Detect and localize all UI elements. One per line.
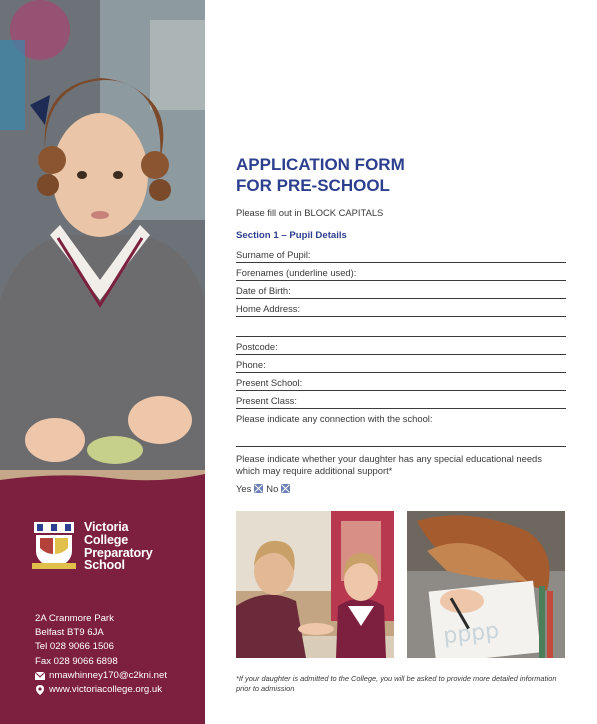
- left-panel: [0, 0, 205, 724]
- sen-yes-no: [236, 483, 291, 494]
- email-icon: [35, 671, 45, 681]
- forenames-field[interactable]: Forenames (underline used):: [236, 264, 566, 281]
- connection-field[interactable]: Please indicate any connection with the school:: [236, 413, 433, 424]
- handwriting-illustration: [407, 511, 565, 658]
- no-checkbox[interactable]: [281, 484, 290, 493]
- section-1-heading: Section 1 – Pupil Details: [236, 230, 347, 241]
- home-address-field[interactable]: Home Address:: [236, 300, 566, 317]
- teacher-pupil-photo: [236, 511, 394, 658]
- email-link[interactable]: nmawhinney170@c2kni.net: [49, 669, 168, 681]
- school-logo: [32, 521, 202, 573]
- form-title-line-1: APPLICATION FORM: [236, 155, 405, 174]
- instruction-text: Please fill out in BLOCK CAPITALS: [236, 207, 384, 218]
- connection-answer-line[interactable]: [236, 446, 566, 447]
- form-title: [236, 154, 556, 196]
- email-row[interactable]: [35, 669, 205, 683]
- school-name: [84, 521, 204, 572]
- teacher-pupil-illustration: [236, 511, 394, 658]
- yes-label: Yes: [236, 483, 252, 494]
- school-name-line-3: Preparatory: [84, 545, 153, 560]
- phone-field[interactable]: Phone:: [236, 356, 566, 373]
- fax: Fax 028 9066 6898: [35, 655, 118, 667]
- home-address-line-2[interactable]: [236, 336, 566, 337]
- telephone: Tel 028 9066 1506: [35, 641, 114, 653]
- yes-checkbox[interactable]: [254, 484, 263, 493]
- sen-question: Please indicate whether your daughter has any special educational needs which may require additional support*: [236, 453, 542, 476]
- handwriting-photo: [407, 511, 565, 658]
- school-crest-icon: [32, 521, 76, 571]
- surname-field[interactable]: Surname of Pupil:: [236, 246, 566, 263]
- child-photo: [0, 0, 205, 493]
- address-line-1: 2A Cranmore Park: [35, 613, 114, 624]
- footnote: *If your daughter is admitted to the College, you will be asked to provide more detailed information prior to admission: [236, 674, 557, 693]
- contact-details: [35, 612, 205, 697]
- form-title-line-2: FOR PRE-SCHOOL: [236, 176, 390, 195]
- present-school-field[interactable]: Present School:: [236, 374, 566, 391]
- school-name-line-2: College: [84, 532, 129, 547]
- date-of-birth-field[interactable]: Date of Birth:: [236, 282, 566, 299]
- website-row[interactable]: [35, 683, 205, 697]
- no-label: No: [266, 483, 279, 494]
- child-photo-illustration: [0, 0, 205, 493]
- school-name-line-4: School: [84, 558, 125, 573]
- postcode-field[interactable]: Postcode:: [236, 338, 566, 355]
- address-line-2: Belfast BT9 6JA: [35, 627, 104, 639]
- present-class-field[interactable]: Present Class:: [236, 392, 566, 409]
- location-pin-icon: [35, 685, 45, 695]
- svg-text:pppp: pppp: [442, 618, 501, 650]
- website-link[interactable]: www.victoriacollege.org.uk: [49, 684, 163, 696]
- school-name-line-1: Victoria: [84, 520, 129, 534]
